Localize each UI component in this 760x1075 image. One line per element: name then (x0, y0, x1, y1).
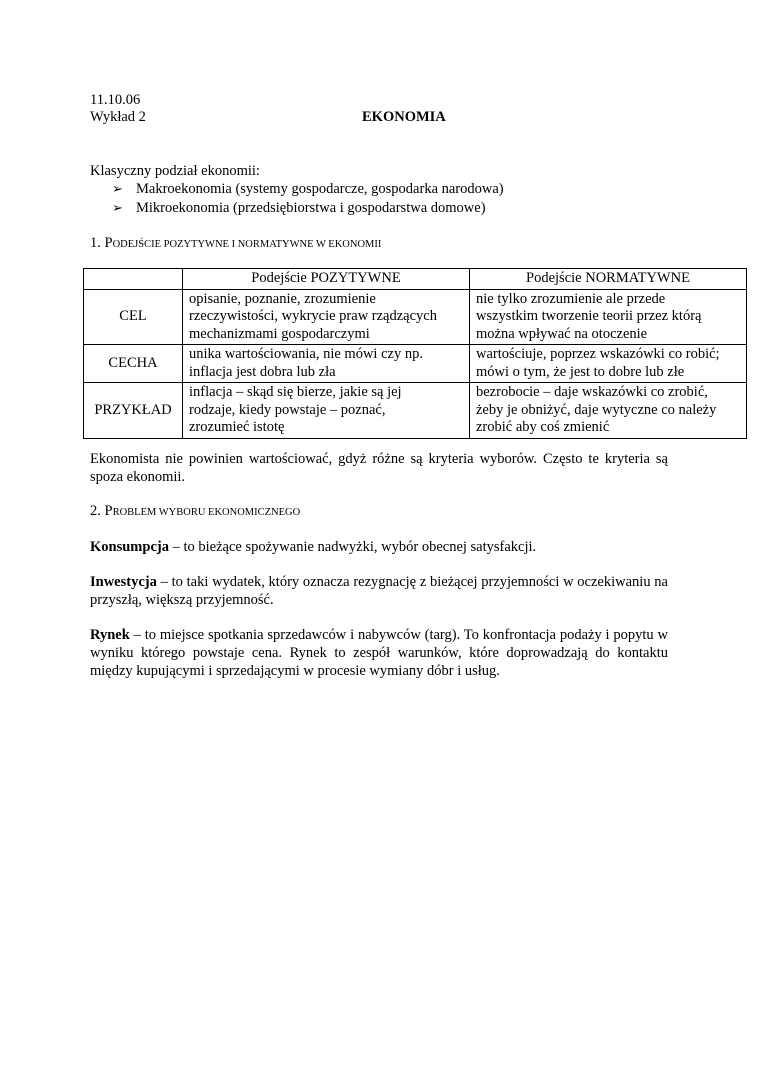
table-header-row (84, 269, 747, 290)
bullet-text: Makroekonomia (systemy gospodarcze, gospodarka narodowa) (136, 181, 504, 197)
definition-text: – to miejsce spotkania sprzedawców i nabywców (targ). To konfrontacja podaży i popytu w wyniku którego powstaje cena. Rynek to zespół warunków, które doprowadzają do kontaktu między kupującymi i sprzedającymi w procesie wymiany dóbr i usług. (90, 627, 668, 679)
table-cell: wartościuje, poprzez wskazówki co robić; mówi o tym, że jest to dobre lub złe (470, 345, 747, 383)
definition-term: Rynek (90, 627, 130, 643)
date: 11.10.06 (90, 92, 141, 108)
bullet-text: Mikroekonomia (przedsiębiorstwa i gospodarstwa domowe) (136, 200, 486, 216)
table-cell: opisanie, poznanie, zrozumienie rzeczywistości, wykrycie praw rządzących mechanizmami gospodarczymi (183, 289, 470, 345)
section-heading-2: 2. PROBLEM WYBORU EKONOMICZNEGO (90, 503, 301, 519)
note-paragraph: Ekonomista nie powinien wartościować, gdyż różne są kryteria wyborów. Często te kryteria są spoza ekonomii. (90, 451, 668, 485)
table-row (84, 345, 747, 383)
section-heading-1: 1. PODEJŚCIE POZYTYWNE I NORMATYWNE W EKONOMII (90, 235, 382, 251)
definition-paragraph (90, 538, 668, 556)
table-cell: nie tylko zrozumienie ale przede wszystkim tworzenie teorii przez którą można wpływać na otoczenie (470, 289, 747, 345)
definition-term: Inwestycja (90, 574, 157, 590)
definition-paragraph (90, 573, 668, 609)
comparison-table (83, 268, 747, 439)
row-label: CEL (84, 289, 183, 345)
intro-lead: Klasyczny podział ekonomii: (90, 163, 260, 179)
lecture-label: Wykład 2 (90, 109, 146, 125)
arrow-bullet-icon: ➢ (112, 201, 123, 216)
bullet-item (112, 181, 504, 198)
table-header-cell: Podejście POZYTYWNE (183, 269, 470, 290)
definition-paragraph (90, 626, 668, 680)
table-cell: bezrobocie – daje wskazówki co zrobić, żeby je obniżyć, daje wytyczne co należy zrobić aby coś zmienić (470, 383, 747, 439)
definition-text: – to bieżące spożywanie nadwyżki, wybór obecnej satysfakcji. (168, 539, 537, 555)
bullet-item (112, 200, 486, 217)
page-title: EKONOMIA (362, 109, 446, 125)
definition-text: – to taki wydatek, który oznacza rezygnację z bieżącej przyjemności w oczekiwaniu na przyszłą, większą przyjemność. (90, 574, 668, 608)
arrow-bullet-icon: ➢ (112, 182, 123, 197)
row-label: CECHA (84, 345, 183, 383)
table-row (84, 383, 747, 439)
table-header-empty (84, 269, 183, 290)
definition-term: Konsumpcja (90, 539, 169, 555)
table-row (84, 289, 747, 345)
table-cell: unika wartościowania, nie mówi czy np. inflacja jest dobra lub zła (183, 345, 470, 383)
table-header-cell: Podejście NORMATYWNE (470, 269, 747, 290)
table-cell: inflacja – skąd się bierze, jakie są jej rodzaje, kiedy powstaje – poznać, zrozumieć istotę (183, 383, 470, 439)
row-label: PRZYKŁAD (84, 383, 183, 439)
